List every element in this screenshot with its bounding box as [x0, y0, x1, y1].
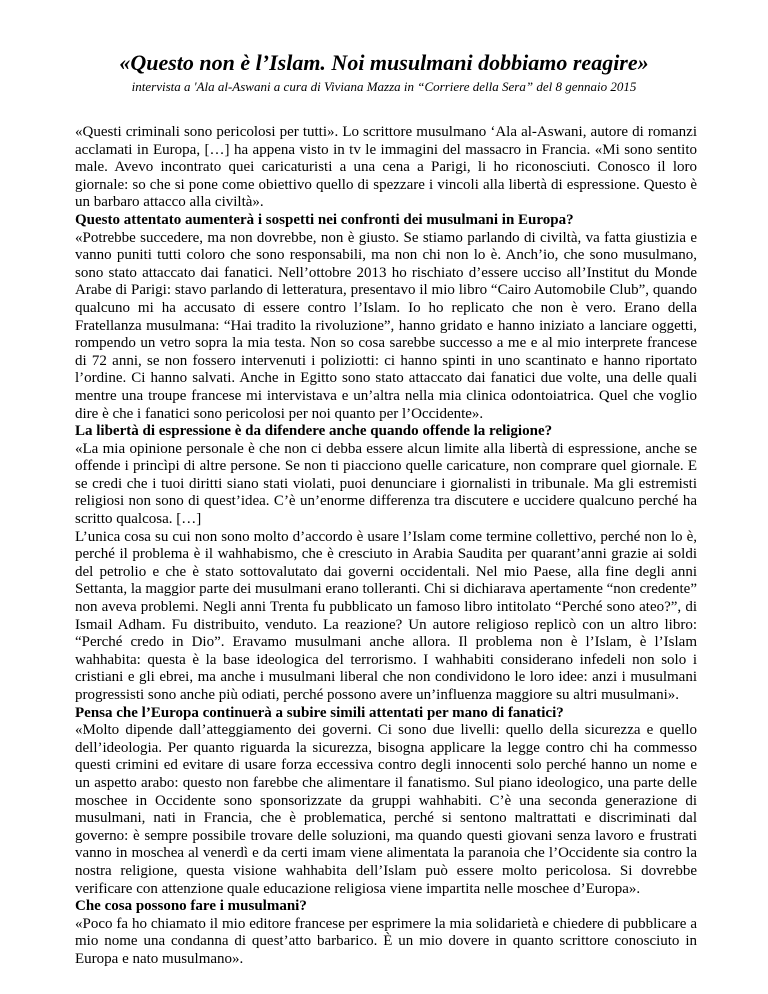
paragraph-intro: «Questi criminali sono pericolosi per tutti». Lo scrittore musulmano ‘Ala al-Aswani, autore di romanzi acclamati in Europa, […] ha appena visto in tv le immagini del massacro in Francia. «Mi sono sentito male. Avevo incontrato quei caricaturisti a una cena a Parigi, li ho riconosciuti. Conosco il loro giornale: so che si pone come obiettivo quello di spezzare i vincoli alla libertà di espressione. Questo è un barbaro attacco alla civiltà».: [75, 124, 697, 211]
question-4: Che cosa possono fare i musulmani?: [75, 898, 307, 915]
question-2: La libertà di espressione è da difendere anche quando offende la religione?: [75, 423, 553, 440]
question-1: Questo attentato aumenterà i sospetti nei confronti dei musulmani in Europa?: [75, 211, 574, 228]
article-subtitle: intervista a 'Ala al-Aswani a cura di Viviana Mazza in “Corriere della Sera” del 8 gennaio 2015: [131, 79, 637, 94]
answer-1: «Potrebbe succedere, ma non dovrebbe, non è giusto. Se stiamo parlando di civiltà, va fatta giustizia e vanno puniti tutti coloro che sono responsabili, ma non chi non lo è. Anch’io, che sono musulmano, sono stato attaccato dai fanatici. Nell’ottobre 2013 ho rischiato d’essere ucciso all’Institut du Monde Arabe di Parigi: stavo parlando di letteratura, presentavo il mio libro “Cairo Automobile Club”, quando qualcuno mi ha accusato di essere contro l’Islam. Io ho replicato che non è vero. Erano della Fratellanza musulmana: “Hai tradito la rivoluzione”, hanno gridato e hanno iniziato a lanciare oggetti, rompendo un vetro sopra la mia testa. Non so cosa sarebbe successo a me e al mio interprete francese di 72 anni, se non fossero intervenuti i poliziotti: ci hanno spinti in uno scantinato e hanno riportato l’ordine. Ci hanno salvati. Anche in Egitto sono stato attaccato dai fanatici due volte, una delle quali mentre una troupe francese mi intervistava e un’altra nella mia clinica odontoiatrica. Quel che voglio dire è che i fanatici sono pericolosi per noi quanto per l’Occidente».: [75, 229, 697, 422]
answer-2: «La mia opinione personale è che non ci debba essere alcun limite alla libertà di espressione, anche se offende i princìpi di altre persone. Se non ti piacciono quelle caricature, non comprare quel giornale. E se credi che i tuoi diritti siano stati violati, puoi denunciare i giornalisti in tribunale. Ma gli estremisti religiosi non sono di quest’idea. C’è un’enorme differenza tra discutere e uccidere qualcuno perché ha scritto qualcosa. […]: [75, 440, 697, 528]
answer-4: «Poco fa ho chiamato il mio editore francese per esprimere la mia solidarietà e chiedere di pubblicare a mio nome una condanna di quest’atto barbarico. È un mio dovere in quanto scrittore conosciuto in Europa e nato musulmano».: [75, 915, 697, 967]
question-3: Pensa che l’Europa continuerà a subire simili attentati per mano di fanatici?: [75, 704, 564, 721]
article-body: [75, 124, 697, 969]
article-title: «Questo non è l’Islam. Noi musulmani dobbiamo reagire»: [119, 50, 649, 75]
answer-2-continued: L’unica cosa su cui non sono molto d’accordo è usare l’Islam come termine collettivo, perché non lo è, perché il problema è il wahhabismo, che è cresciuto in Arabia Saudita per quarant’anni grazie ai soldi del petrolio e che è stato sottovalutato dai governi occidentali. Nel mio Paese, alla fine degli anni Settanta, la maggior parte dei musulmani erano tolleranti. Chi si dichiarava apertamente “non credente” non aveva problemi. Negli anni Trenta fu pubblicato un famoso libro intitolato “Perché sono ateo?”, di Ismail Adham. Fu distribuito, venduto. La reazione? Un autore religioso replicò con un altro libro: “Perché credo in Dio”. Eravamo musulmani anche allora. Il problema non è l’Islam, è l’Islam wahhabita: questa è la base ideologica del terrorismo. I wahhabiti considerano infedeli non solo i cristiani e gli ebrei, ma anche i musulmani liberal che non condividono le loro idee: anzi i musulmani progressisti sono anche più odiati, perché possono avere un’influenza maggiore su altri musulmani».: [75, 528, 697, 703]
answer-3: «Molto dipende dall’atteggiamento dei governi. Ci sono due livelli: quello della sicurezza e quello dell’ideologia. Per quanto riguarda la sicurezza, bisogna applicare la legge contro chi ha commesso questi crimini ed evitare di usare forza eccessiva contro degli innocenti solo perché hanno un nome e un aspetto arabo: questo non farebbe che alimentare il fanatismo. Sul piano ideologico, una parte delle moschee in Occidente sono sponsorizzate da gruppi wahhabiti. C’è una seconda generazione di musulmani, nati in Francia, che è problematica, perché si sentono maltrattati e discriminati dal governo: è sempre possibile trovare delle soluzioni, ma quando questi giovani senza lavoro e frustrati vanno in moschea al venerdì e da certi imam viene alimentata la paranoia che l’Occidente sia contro la nostra religione, questa visione wahhabita dell’Islam può essere molto pericolosa. Si dovrebbe verificare con attenzione quale educazione religiosa viene impartita nelle moschee d’Europa».: [75, 722, 697, 897]
